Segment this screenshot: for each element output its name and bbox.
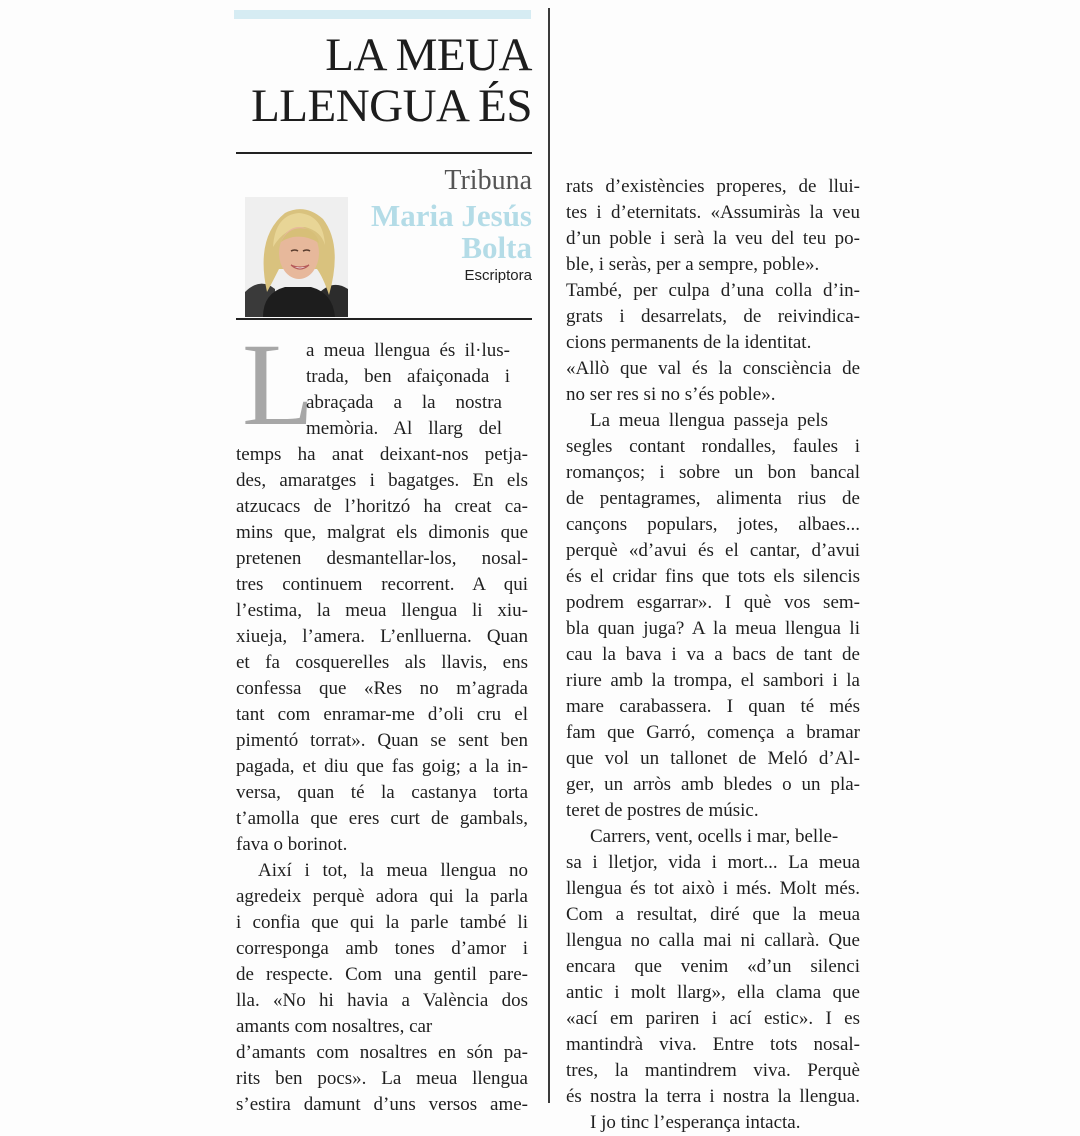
article-line: encara que venim «d’un silenci	[566, 956, 860, 977]
article-line: Com a resultat, diré que la meua	[566, 904, 860, 925]
drop-cap: L	[242, 319, 315, 450]
article-line: memòria. Al llarg del	[306, 418, 502, 439]
article-line: mantindrà viva. Entre tots nosal-	[566, 1034, 860, 1055]
article-line: I jo tinc l’esperança intacta.	[590, 1112, 801, 1133]
article-line: mare carabassera. I quan té més	[566, 696, 860, 717]
article-line: «ací em pariren i ací estic». I es	[566, 1008, 860, 1029]
article-line: d’un poble i serà la veu del teu po-	[566, 228, 860, 249]
article-line: sa i lletjor, vida i mort... La meua	[566, 852, 860, 873]
article-line: antic i molt llarg», ella clama que	[566, 982, 860, 1003]
article-line: La meua llengua passeja pels	[590, 410, 828, 431]
article-line: a meua llengua és il·lus-	[306, 340, 510, 361]
article-line: grats i desarrelats, de reivindica-	[566, 306, 860, 327]
article-line: no ser res si no s’és poble».	[566, 384, 776, 405]
article-line: amants com nosaltres, car	[236, 1016, 433, 1037]
article-line: trada, ben afaiçonada i	[306, 366, 510, 387]
article-line: abraçada a la nostra	[306, 392, 502, 413]
article-line: romanços; i sobre un bon bancal	[566, 462, 860, 483]
article-line: Carrers, vent, ocells i mar, belle-	[590, 826, 839, 847]
article-line: xiueja, l’amera. L’enlluerna. Quan	[236, 626, 528, 647]
article-line: corresponga amb tones d’amor i	[236, 938, 528, 959]
article-line: et fa cosquerelles als llavis, ens	[236, 652, 528, 673]
article-line: s’estira damunt d’uns versos ame-	[236, 1094, 528, 1115]
article-line: i confia que qui la parle també li	[236, 912, 528, 933]
article-line: tres continuem recorrent. A qui	[236, 574, 528, 595]
article-line: versa, quan té la castanya torta	[236, 782, 528, 803]
article-line: de respecte. Com una gentil pare-	[236, 964, 528, 985]
article-line: de pentagrames, alimenta rius de	[566, 488, 860, 509]
article-line: agredeix perquè adora qui la parla	[236, 886, 528, 907]
author-portrait-image	[245, 197, 348, 317]
article-line: que vol un tallonet de Meló d’Al-	[566, 748, 860, 769]
article-line: és el cridar fins que tots els silencis	[566, 566, 860, 587]
article-line: tant com enramar-me d’oli cru el	[236, 704, 528, 725]
author-role: Escriptora	[464, 267, 532, 284]
article-line: llengua és tot això i més. Molt més.	[566, 878, 860, 899]
headline-rule	[236, 152, 532, 154]
article-line: t’amolla que eres curt de gambals,	[236, 808, 528, 829]
article-line: pretenen desmantellar-los, nosal-	[236, 548, 528, 569]
author-name	[340, 200, 532, 264]
column-divider	[548, 8, 550, 1103]
article-line: cançons populars, jotes, albaes...	[566, 514, 860, 535]
article-line: temps ha anat deixant-nos petja-	[236, 444, 528, 465]
article-line: pagada, et diu que fas goig; a la in-	[236, 756, 528, 777]
headline-line-2: LLENGUA ÉS	[251, 80, 532, 132]
article-line: atzucacs de l’horitzó ha creat ca-	[236, 496, 528, 517]
article-line: ble, i seràs, per a sempre, poble».	[566, 254, 820, 275]
article-line: «Allò que val és la consciència de	[566, 358, 860, 379]
article-line: teret de postres de músic.	[566, 800, 759, 821]
article-line: rats d’existències properes, de llui-	[566, 176, 860, 197]
article-line: rits ben pocs». La meua llengua	[236, 1068, 528, 1089]
author-portrait	[245, 197, 348, 317]
article-line: l’estima, la meua llengua li xiu-	[236, 600, 528, 621]
article-line: cions permanents de la identitat.	[566, 332, 812, 353]
article-line: bla quan juga? A la meua llengua li	[566, 618, 860, 639]
article-line: podrem esgarrar». I què vos sem-	[566, 592, 860, 613]
article-line: confessa que «Res no m’agrada	[236, 678, 528, 699]
article-line: fam que Garró, comença a bramar	[566, 722, 860, 743]
article-line: mins que, malgrat els dimonis que	[236, 522, 528, 543]
headline	[236, 30, 532, 132]
headline-line-1: LA MEUA	[325, 29, 532, 81]
article-line: és nostra la terra i nostra la llengua.	[566, 1086, 860, 1107]
article-line: des, amaratges i bagatges. En els	[236, 470, 528, 491]
section-label: Tribuna	[444, 165, 532, 196]
article-line: ger, un arròs amb bledes o un pla-	[566, 774, 860, 795]
article-line: També, per culpa d’una colla d’in-	[566, 280, 860, 301]
article-line: pimentó torrat». Quan se sent ben	[236, 730, 528, 751]
article-line: lla. «No hi havia a València dos	[236, 990, 528, 1011]
article-line: llengua no calla mai ni callarà. Que	[566, 930, 860, 951]
article-line: tres, la mantindrem viva. Perquè	[566, 1060, 860, 1081]
article-line: segles contant rondalles, faules i	[566, 436, 860, 457]
header-color-band	[234, 10, 531, 19]
article-line: Així i tot, la meua llengua no	[258, 860, 528, 881]
article-line: d’amants com nosaltres en són pa-	[236, 1042, 528, 1063]
article-line: perquè «d’avui és el cantar, d’avui	[566, 540, 860, 561]
author-first-name: Maria Jesús	[370, 198, 532, 233]
article-line: fava o borinot.	[236, 834, 348, 855]
author-last-name: Bolta	[461, 230, 532, 265]
article-line: tes i d’eternitats. «Assumiràs la veu	[566, 202, 860, 223]
article-line: riure amb la trompa, el sambori i la	[566, 670, 860, 691]
article-line: cau la bava i va a bacs de tant de	[566, 644, 860, 665]
